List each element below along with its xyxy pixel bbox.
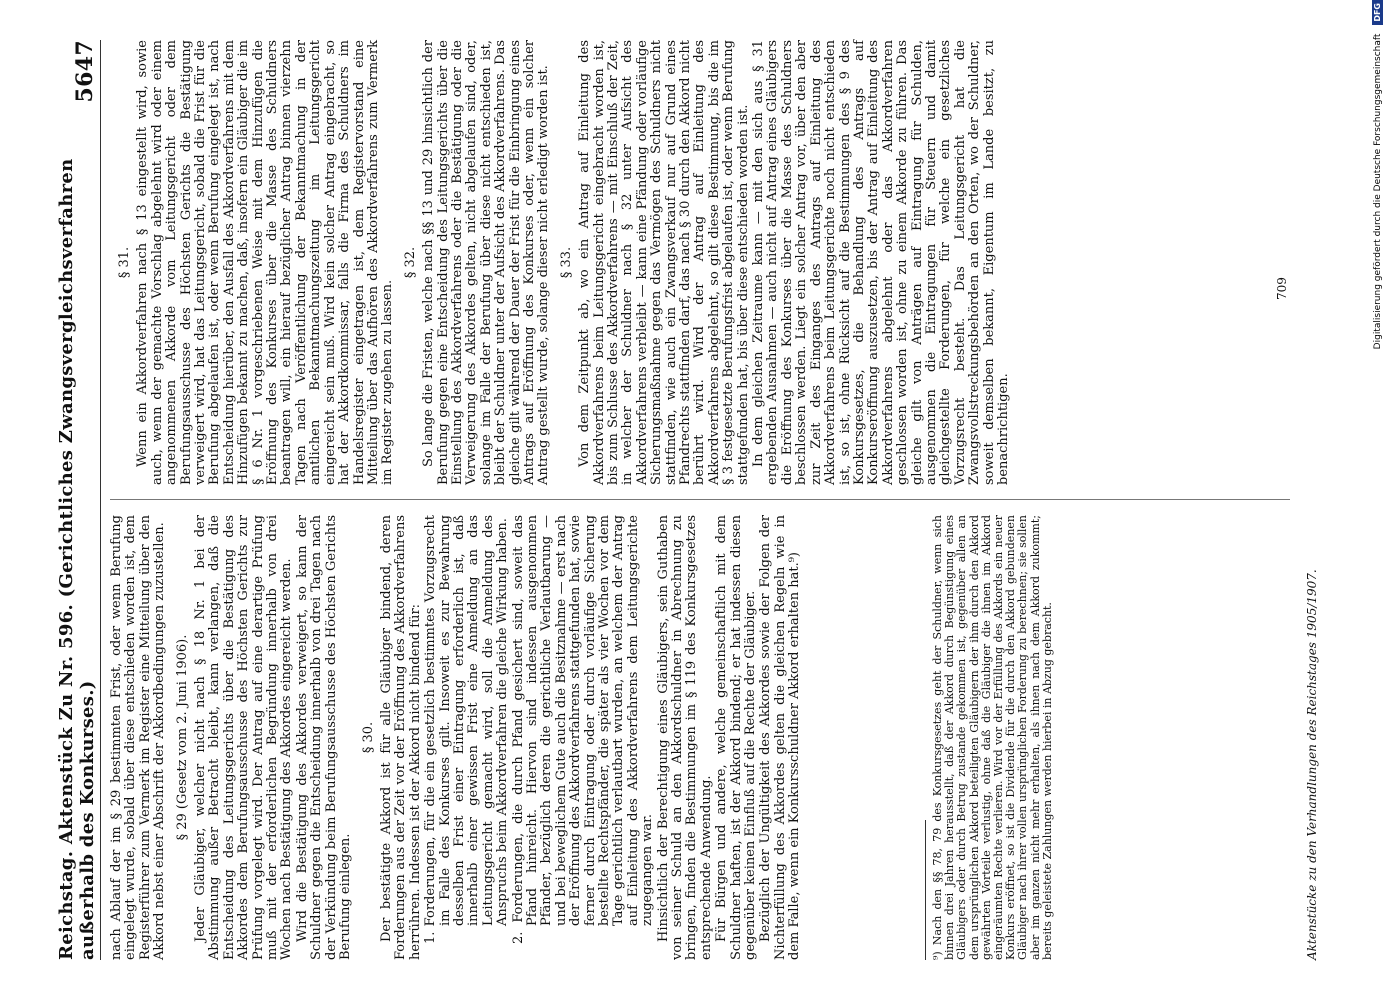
digitization-credit: Digitalisierung gefördert durch die Deutsche Forschungsgemeinschaft — [1373, 33, 1383, 350]
bottom-page-number: 709 — [1275, 277, 1289, 300]
paragraph: nach Ablauf der im § 29 bestimmten Frist, oder wenn Berufung eingelegt wurde, sobald über diese entschieden worden ist, dem Registerführer zum Vermerk im Register eine Mitteilung über den Akkord nebst einer Abschrift der Akkordbedingungen zuzustellen. — [109, 515, 168, 960]
header-rule — [100, 40, 101, 960]
paragraph: Für Bürgen und andere, welche gemeinschaftlich mit dem Schuldner haften, ist der Akkord bindend; er hat indessen diesen gegenüber keinen Einfluß auf die Rechte der Gläubiger. — [714, 515, 759, 960]
paragraph: Hinsichtlich der Berechtigung eines Gläubigers, sein Guthaben von seiner Schuld an den Akkordschuldner in Abrechnung zu bringen, finden die Bestimmungen im § 119 des Konkursgesetzes entsprechende Anwendung. — [655, 515, 714, 960]
paragraph: Bezüglich der Ungültigkeit des Akkordes sowie der Folgen der Nichterfüllung des Akkordes gelten die gleichen Regeln wie in dem Falle, wenn ein Konkursschuldner Akkord erhalten hat.⁹) — [758, 515, 803, 960]
left-column — [110, 515, 930, 960]
paragraph: So lange die Fristen, welche nach §§ 13 und 29 hinsichtlich der Berufung gegen eine Entscheidung des Leitungsgerichts über die Einstellung des Akkordverfahrens oder die Bestätigung oder die Verweigerung des Akkordes gelten, nicht abgelaufen sind, oder, solange im Falle der Berufung über diese nicht entschieden ist, bleibt der Schuldner unter der Aufsicht des Akkordverfahrens. Das gleiche gilt während der Dauer der Frist für die Einbringung eines Antrags auf Eröffnung des Konkurses oder, wenn ein solcher Antrag gestellt wurde, solange dieser nicht erledigt worden ist. — [421, 40, 552, 485]
section-heading: § 31. — [117, 246, 132, 279]
paragraph: Jeder Gläubiger, welcher nicht nach § 18 Nr. 1 bei der Abstimmung außer Betracht bleibt, kann verlangen, daß die Entscheidung des Leitungsgerichts über die Bestätigung des Akkordes dem Berufungsausschusse des Höchsten Gerichts zur Prüfung vorgelegt wird. Der Antrag auf eine derartige Prüfung muß mit der erforderlichen Begründung innerhalb von drei Wochen nach Bestätigung des Akkordes eingereicht werden. — [193, 515, 295, 960]
section-heading: § 33. — [558, 246, 574, 279]
section-heading: § 32. — [402, 246, 418, 279]
paragraph: In dem gleichen Zeitraume kann — mit den sich aus § 31 ergebenden Ausnahmen — auch nicht auf Antrag eines Gläubigers die Eröffnung des Konkurses über die Masse des Schuldners beschlossen werden. Liegt ein solcher Antrag vor, über den aber zur Zeit des Einganges des Antrags auf Einleitung des Akkordverfahrens beim Leitungsgerichte noch nicht entschieden ist, so ist, ohne Rücksicht auf die Bestimmungen des § 9 des Konkursgesetzes, die Behandlung des Antrags auf Konkurseröffnung auszusetzen, bis der Antrag auf Einleitung des Akkordverfahrens abgelehnt oder das Akkordverfahren geschlossen worden ist, ohne zu einem Akkorde zu führen. Das gleiche gilt von Anträgen auf Eintragung für Schulden, ausgenommen die Eintragungen für Steuern und damit gleichgestellte Forderungen, für welche ein gesetzliches Vorzugsrecht besteht. Das Leitungsgericht hat die Zwangsvollstreckungsbehörden an den Orten, wo der Schuldner, soweit demselben bekannt, Eigentum im Lande besitzt, zu benachrichtigen. — [751, 40, 1011, 485]
header-title: Reichstag. Aktenstück Zu Nr. 596. (Gerichtliches Zwangsvergleichsverfahren außerhalb des Konkurses.) — [56, 158, 98, 960]
section-heading: § 29 (Gesetz vom 2. Juni 1906). — [174, 634, 190, 841]
publication-line: Aktenstücke zu den Verhandlungen des Reichstages 1905/1907. — [1305, 569, 1319, 960]
footnote-rule — [925, 820, 926, 960]
list-item: 2. Forderungen, die durch Pfand gesichert sind, soweit das Pfand hinreicht. Hiervon sind indessen ausgenommen Pfänder, bezüglich deren die gerichtliche Verlautbarung — und bei beweglichem Gute auch die Besitznahme — erst nach der Eröffnung des Akkordverfahrens stattgefunden hat, sowie ferner durch Eintragung oder durch vorläufige Sicherung bestellte Rechtspfänder, die später als vier Wochen vor dem Tage gerichtlich verlautbart wurden, an welchem der Antrag auf Einleitung des Akkordverfahrens dem Leitungsgerichte zugegangen war. — [510, 515, 656, 944]
column-divider — [110, 499, 1290, 500]
paragraph: Wenn ein Akkordverfahren nach § 13 eingestellt wird, sowie auch, wenn der gemachte Vorschlag abgelehnt wird oder einem angenommenen Akkorde vom Leitungsgericht oder dem Berufungsausschusse des Höchsten Gerichts die Bestätigung verweigert wird, hat das Leitungsgericht, sobald die Frist für die Berufung abgelaufen ist, oder wenn Berufung eingelegt ist, nach Entscheidung hierüber, den Ausfall des Akkordverfahrens mit dem Hinzufügen bekannt zu machen, daß, insofern ein Gläubiger die im § 6 Nr. 1 vorgeschriebenen Weise mit dem Hinzufügen die Eröffnung des Konkurses über die Masse des Schuldners beantragen will, ein hierauf bezüglicher Antrag binnen vierzehn Tagen nach Veröffentlichung der Bekanntmachung in der amtlichen Bekanntmachungszeitung im Leitungsgericht eingereicht sein muß. Wird kein solcher Antrag eingebracht, so hat der Akkordkommissar, falls die Firma des Schuldners im Handelsregister eingetragen ist, dem Registervorstand eine Mitteilung über das Aufhören des Akkordverfahrens zum Vermerk im Register zugehen zu lassen. — [135, 40, 396, 485]
right-column — [110, 40, 1290, 485]
page-header — [56, 40, 98, 960]
digitization-sidebar — [1372, 0, 1383, 1000]
dfg-logo: DFG — [1372, 0, 1383, 25]
list-item: 1. Forderungen, für die ein gesetzlich bestimmtes Vorzugsrecht im Falle des Konkurses gilt. Insoweit es zur Bewahrung desselben Frist einer Eintragung erforderlich ist, daß innerhalb einer gewissen Frist eine Anmeldung an das Leitungsgericht gemacht wird, soll die Anmeldung des Anspruchs beim Akkordverfahren die gleiche Wirkung haben. — [423, 515, 511, 944]
paragraph: Der bestätigte Akkord ist für alle Gläubiger bindend, deren Forderungen aus der Zeit vor der Eröffnung des Akkordverfahrens herrühren. Indessen ist der Akkord nicht bindend für: — [378, 515, 423, 960]
section-heading: § 30. — [360, 721, 376, 754]
header-page-number: 5647 — [72, 40, 98, 103]
paragraph: Wird die Bestätigung des Akkordes verweigert, so kann der Schuldner gegen die Entscheidung innerhalb von drei Tagen nach der Verkündung beim Berufungsausschusse des Höchsten Gerichts Berufung einlegen. — [294, 515, 354, 960]
footnote: ⁹) Nach den §§ 78, 79 des Konkursgesetzes geht der Schuldner, wenn sich binnen drei Jahren herausstellt, daß der Akkord durch Begünstigung eines Gläubigers oder durch Betrug zustande gekommen ist, gegenüber allen an dem ursprünglichen Akkord beteiligten Gläubigern der ihm durch den Akkord gewährten Vorteile verlustig, ohne daß die Gläubiger die ihnen im Akkord eingeräumten Rechte verlieren. Wird vor der Erfüllung des Akkords ein neuer Konkurs eröffnet, so ist die Dividende für die durch den Akkord gebundenen Gläubiger nach ihrer vollen ursprünglichen Forderung zu berechnen; sie sollen aber im ganzen nicht mehr erhalten, als ihnen nach dem Akkord zukommt; bereits geleistete Zahlungen werden hierbei in Abzug gebracht. — [931, 515, 1054, 960]
paragraph: Von dem Zeitpunkt ab, wo ein Antrag auf Einleitung des Akkordverfahrens beim Leitungsgericht eingebracht worden ist, bis zum Schlusse des Akkordverfahrens — mit Einschluß der Zeit, in welcher der Schuldner nach § 32 unter Aufsicht des Akkordverfahrens verbleibt — kann eine Pfändung oder vorläufige Sicherungsmaßnahme gegen das Vermögen des Schuldners nicht stattfinden, wie auch ein Zwangsverkauf nur auf Grund eines Pfandrechts stattfinden darf, das nach § 30 durch den Akkord nicht berührt wird. Wird der Antrag auf Einleitung des Akkordverfahrens abgelehnt, so gilt diese Bestimmung, bis die im § 3 festgesetzte Berufungsfrist abgelaufen ist, oder wenn Berufung stattgefunden hat, bis über diese entschieden worden ist. — [577, 40, 751, 485]
